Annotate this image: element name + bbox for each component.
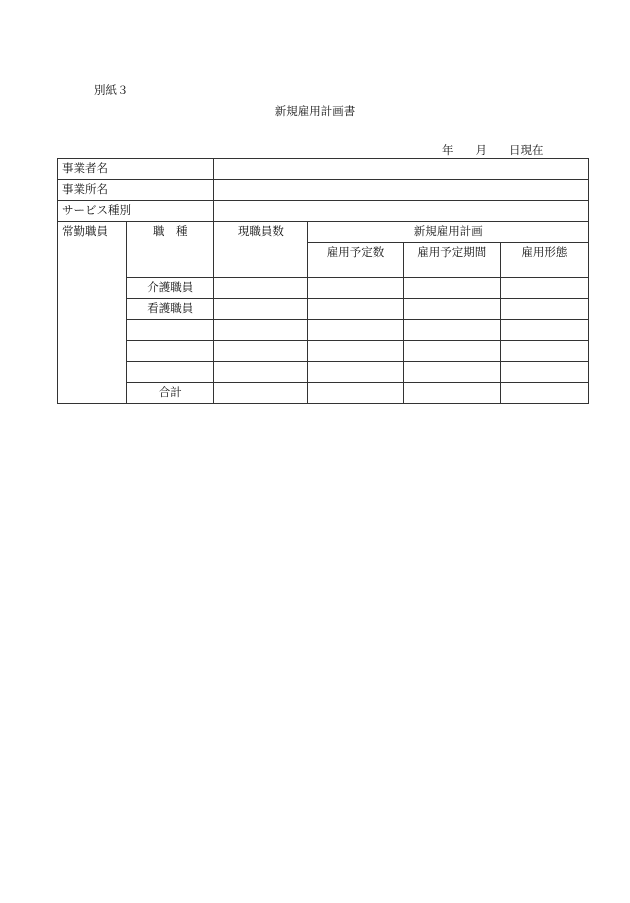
new-hire-plan-form (57, 158, 589, 404)
current-staff-cell[interactable] (214, 299, 308, 320)
current-staff-cell[interactable] (214, 362, 308, 383)
table-row (58, 320, 589, 341)
as-of-date (442, 142, 544, 158)
job-type-cell: 介護職員 (127, 278, 214, 299)
job-type-cell[interactable] (127, 320, 214, 341)
employment-type-cell[interactable] (500, 320, 588, 341)
office-name-field[interactable] (214, 180, 589, 201)
as-of-day: 日現在 (509, 143, 544, 157)
header-row-1 (58, 222, 589, 243)
job-type-cell[interactable] (127, 362, 214, 383)
job-type-header: 職 種 (127, 222, 214, 278)
table-row (58, 299, 589, 320)
planned-period-cell[interactable] (403, 278, 500, 299)
total-planned-period-cell[interactable] (403, 383, 500, 404)
business-operator-label: 事業者名 (58, 159, 214, 180)
service-type-label: サービス種別 (58, 201, 214, 222)
annex-label: 別紙３ (94, 83, 129, 97)
current-staff-header: 現職員数 (214, 222, 308, 278)
current-staff-cell[interactable] (214, 278, 308, 299)
office-name-label: 事業所名 (58, 180, 214, 201)
office-name-row (58, 180, 589, 201)
job-type-cell[interactable] (127, 341, 214, 362)
planned-period-cell[interactable] (403, 341, 500, 362)
as-of-year: 年 (442, 143, 454, 157)
fulltime-staff-label: 常勤職員 (58, 222, 127, 404)
planned-hires-cell[interactable] (308, 320, 403, 341)
employment-type-cell[interactable] (500, 362, 588, 383)
employment-type-cell[interactable] (500, 299, 588, 320)
table-row (58, 362, 589, 383)
total-employment-type-cell[interactable] (500, 383, 588, 404)
current-staff-cell[interactable] (214, 320, 308, 341)
service-type-field[interactable] (214, 201, 589, 222)
table-row (58, 341, 589, 362)
planned-period-cell[interactable] (403, 320, 500, 341)
new-hire-plan-header: 新規雇用計画 (308, 222, 589, 243)
planned-period-cell[interactable] (403, 299, 500, 320)
planned-hires-cell[interactable] (308, 341, 403, 362)
planned-hires-header: 雇用予定数 (308, 243, 403, 278)
total-current-staff-cell[interactable] (214, 383, 308, 404)
employment-type-header: 雇用形態 (500, 243, 588, 278)
planned-hires-cell[interactable] (308, 362, 403, 383)
current-staff-cell[interactable] (214, 341, 308, 362)
table-row (58, 278, 589, 299)
service-type-row (58, 201, 589, 222)
total-planned-hires-cell[interactable] (308, 383, 403, 404)
business-operator-field[interactable] (214, 159, 589, 180)
business-operator-row (58, 159, 589, 180)
planned-hires-cell[interactable] (308, 299, 403, 320)
employment-type-cell[interactable] (500, 278, 588, 299)
document-title: 新規雇用計画書 (274, 104, 356, 118)
job-type-cell: 看護職員 (127, 299, 214, 320)
total-label: 合計 (127, 383, 214, 404)
planned-period-cell[interactable] (403, 362, 500, 383)
as-of-month: 月 (475, 143, 487, 157)
planned-hires-cell[interactable] (308, 278, 403, 299)
planned-period-header: 雇用予定期間 (403, 243, 500, 278)
total-row (58, 383, 589, 404)
employment-type-cell[interactable] (500, 341, 588, 362)
